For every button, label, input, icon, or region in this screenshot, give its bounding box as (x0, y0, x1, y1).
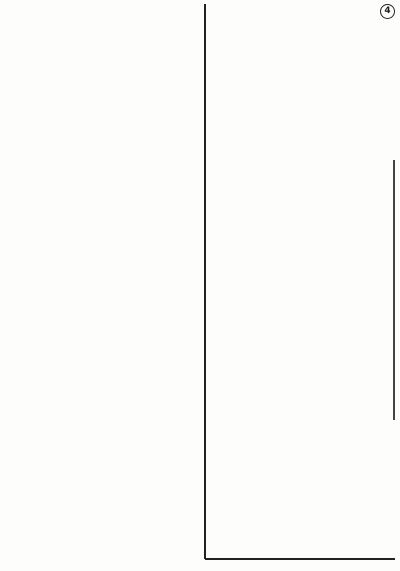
column-divider (204, 4, 206, 559)
bottom-rule (205, 558, 395, 560)
right-margin-rule (393, 160, 395, 420)
page-number: 4 (380, 4, 395, 19)
